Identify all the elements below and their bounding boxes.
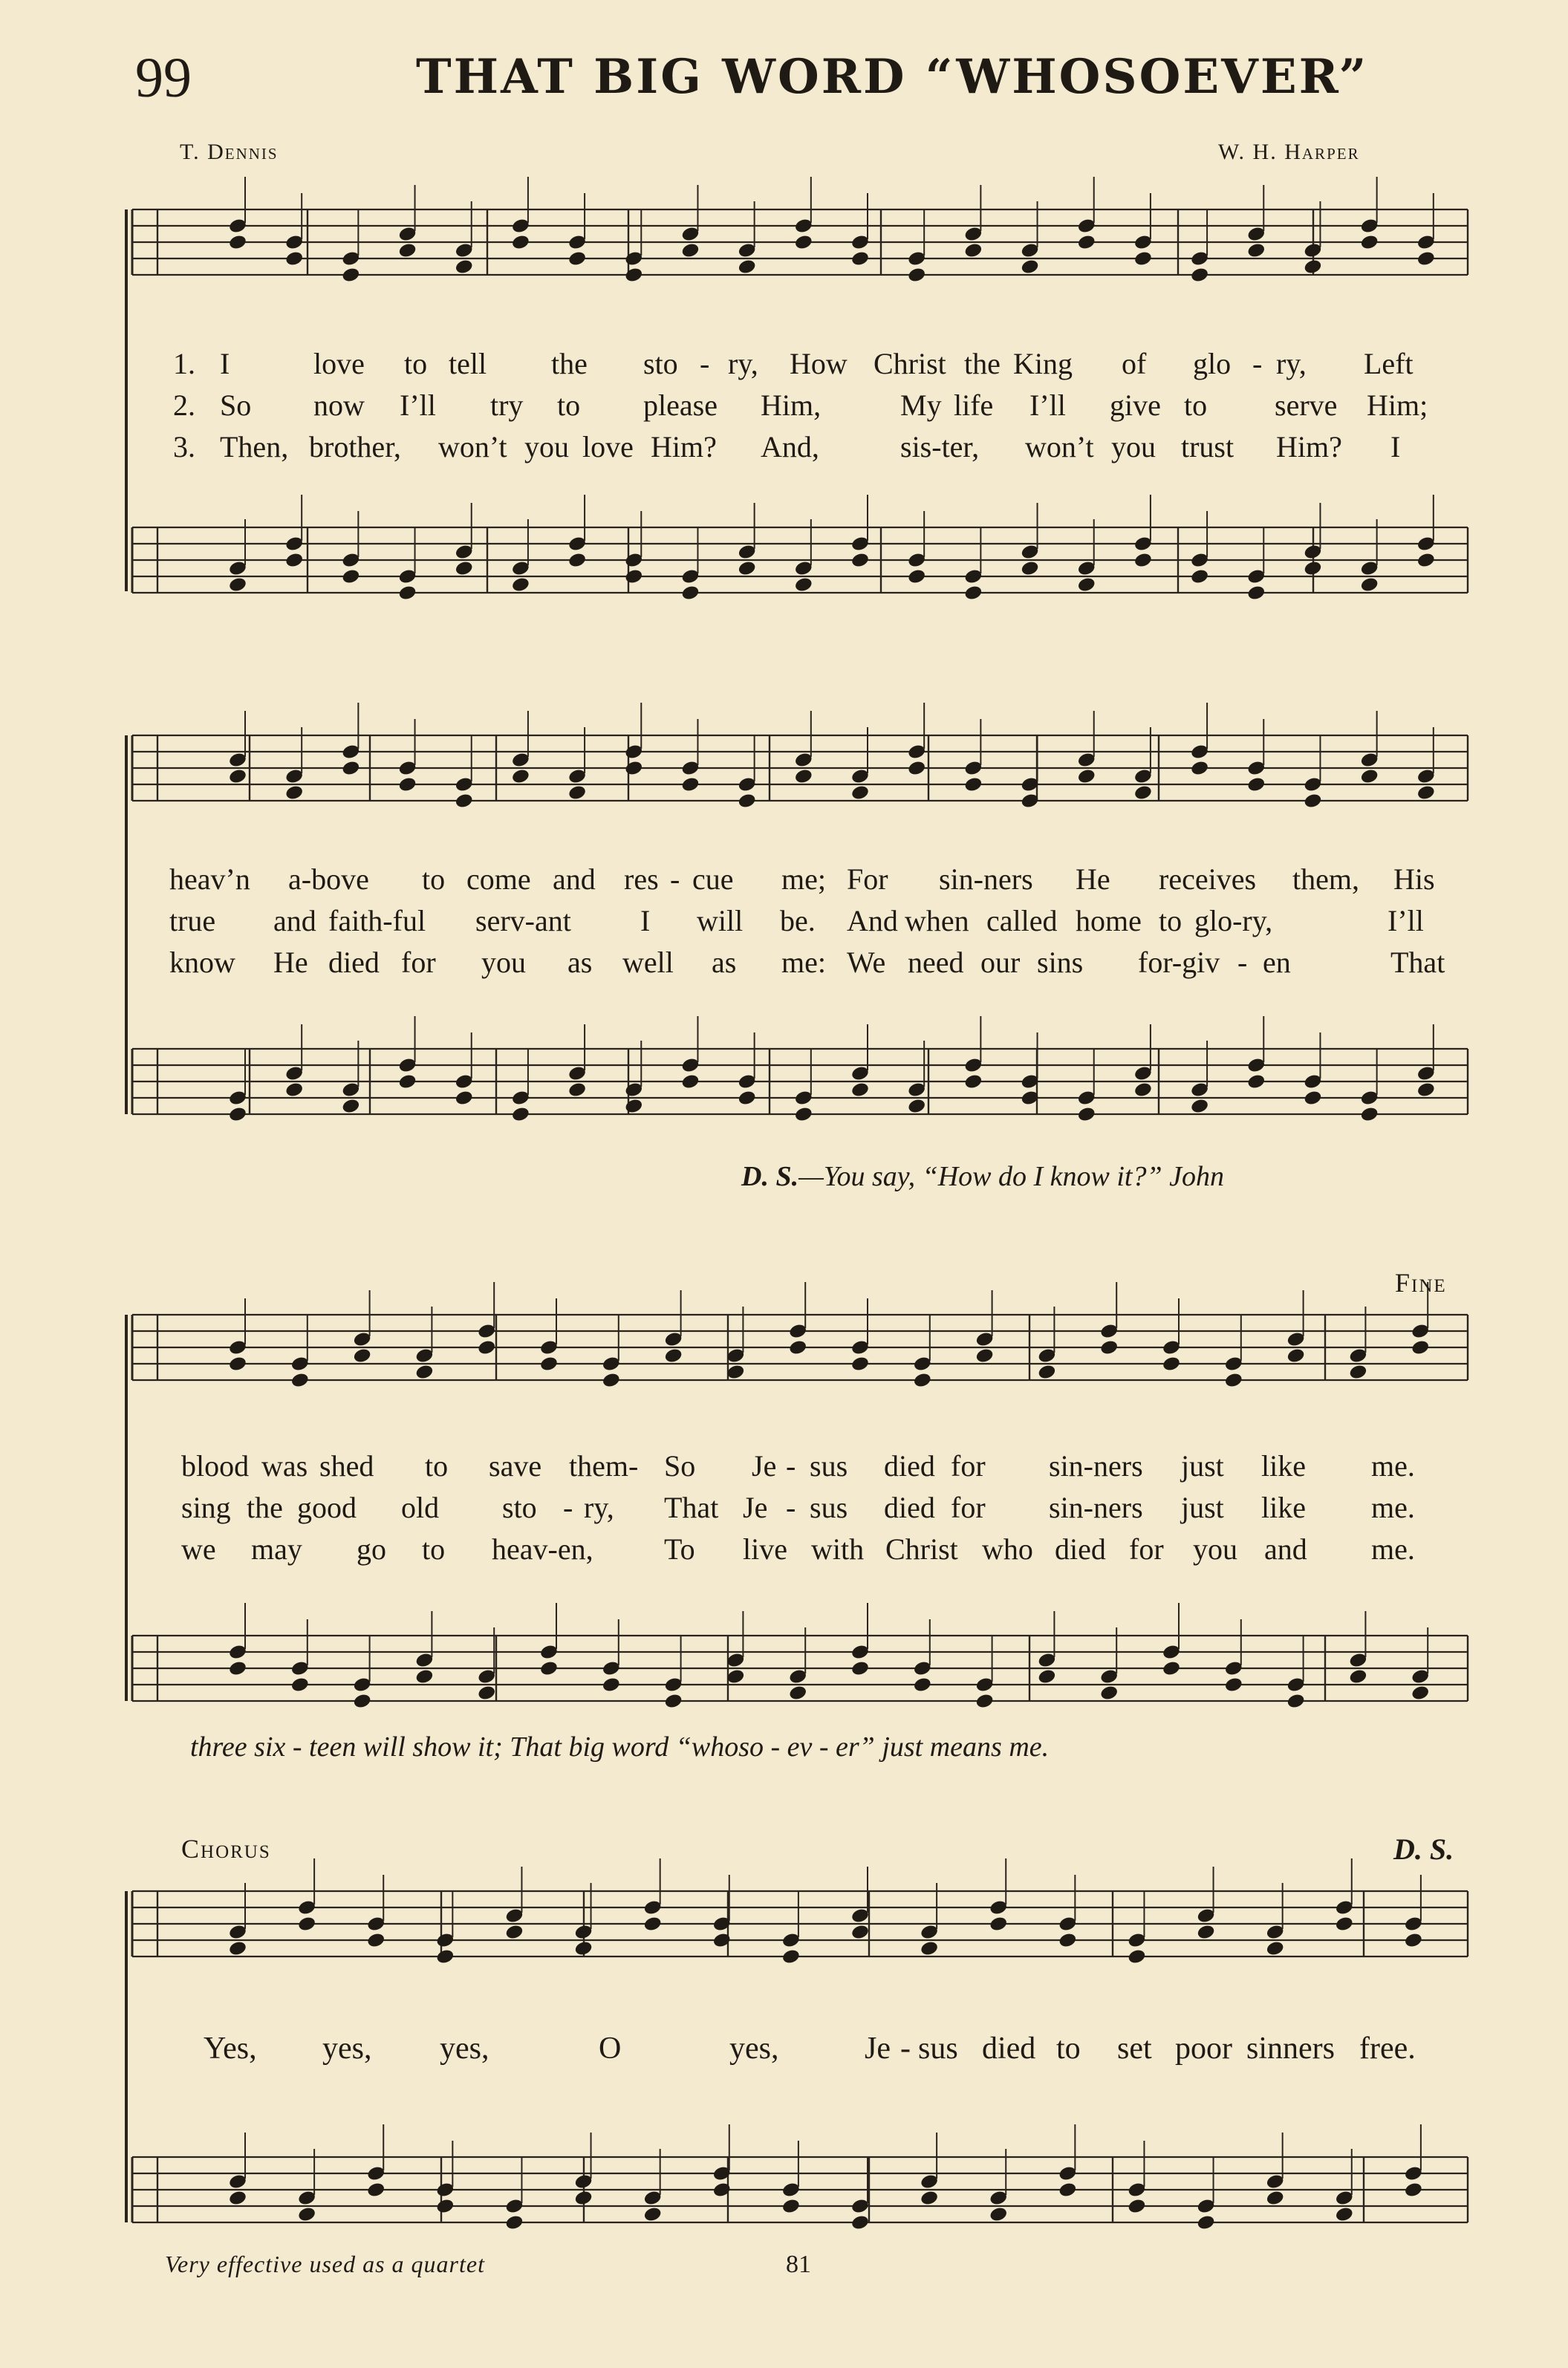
hymn-title: THAT BIG WORD “WHOSOEVER” xyxy=(416,49,1369,105)
composer-credit: W. H. Harper xyxy=(1218,140,1360,164)
verse-3-line-2: know He died for you as well as me: We need our sins for-giv - en That xyxy=(169,946,1445,979)
verse-2-line-3: sing the good old sto - ry, That Je - sus died for sin-ners just like me. xyxy=(181,1491,1415,1524)
verse-3-line-3: we may go to heav-en, To live with Christ who died for you and me. xyxy=(181,1532,1415,1566)
hymn-number: 99 xyxy=(135,47,192,109)
verse-1-line-2: heav’n a-bove to come and res - cue me; For sin-ners He receives them, His xyxy=(169,862,1435,896)
verse-1-line-1: 1. I love to tell the sto - ry, How Christ the King of glo - ry, Left xyxy=(173,347,1414,380)
lyricist-credit: T. Dennis xyxy=(180,140,279,164)
verse-2-line-2: true and faith-ful serv-ant I will be. And when called home to glo-ry, I’ll xyxy=(169,904,1424,937)
page-number: 81 xyxy=(786,2251,811,2278)
verse-3-line-1: 3. Then, brother, won’t you love Him? And, sis-ter, won’t you trust Him? I xyxy=(173,430,1401,463)
verse-1-line-3: blood was shed to save them- So Je - sus died for sin-ners just like me. xyxy=(181,1449,1415,1483)
fine-marking: Fine xyxy=(1395,1268,1447,1298)
ds-marking: D. S. xyxy=(1393,1832,1454,1866)
chorus-label: Chorus xyxy=(181,1834,271,1864)
chorus-lyrics: Yes, yes, yes, O yes, Je - sus died to set poor sinners free. xyxy=(204,2032,1416,2066)
footer-note: Very effective used as a quartet xyxy=(165,2251,485,2277)
ds-lyric-line-1: D. S.—You say, “How do I know it?” John xyxy=(741,1161,1224,1192)
verse-2-line-1: 2. So now I’ll try to please Him, My life I’ll give to serve Him; xyxy=(173,388,1428,422)
ds-lyric-line-2: three six - teen will show it; That big word “whoso - ev - er” just means me. xyxy=(190,1731,1050,1763)
